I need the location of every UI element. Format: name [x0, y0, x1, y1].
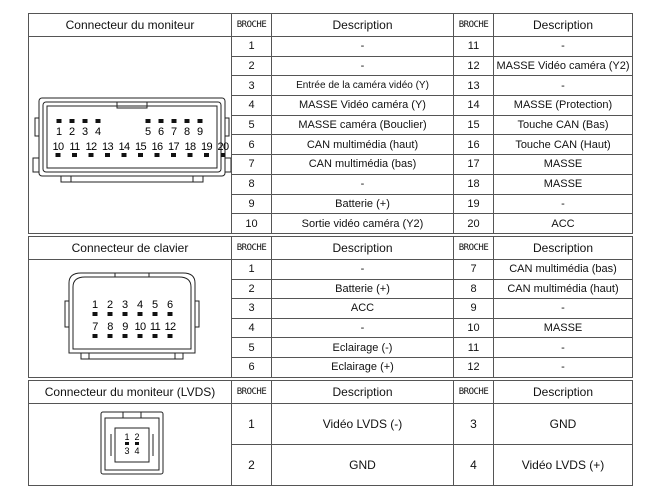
- pin-number: 17: [454, 155, 494, 175]
- pin-label: 8: [107, 320, 113, 333]
- pin-contact-mark: [93, 312, 98, 316]
- pin-description: -: [494, 299, 633, 319]
- pin-label: 11: [149, 320, 161, 333]
- pin-description: ACC: [494, 214, 633, 234]
- pin-label: 5: [144, 125, 152, 138]
- pin-description: Vidéo LVDS (+): [494, 445, 633, 486]
- pin-contact-mark: [135, 443, 139, 445]
- pin-description: Sortie vidéo caméra (Y2): [272, 214, 454, 234]
- pin-number: 3: [454, 404, 494, 445]
- keyboard-connector-diagram: [29, 260, 232, 378]
- pin-label: 6: [157, 125, 165, 138]
- pin-label: 7: [170, 125, 178, 138]
- pin-label: 3: [121, 298, 129, 311]
- pin-description: -: [494, 338, 633, 358]
- header-row: [29, 14, 633, 37]
- monitor-connector-diagram: [29, 37, 232, 234]
- pin-contact-mark: [153, 334, 158, 338]
- pin-contact-mark: [123, 312, 128, 316]
- pin-label: 20: [217, 140, 229, 153]
- pin-label: 10: [52, 140, 64, 153]
- pin-contact-mark: [105, 153, 110, 157]
- pin-description: ACC: [272, 299, 454, 319]
- pin-label: 2: [68, 125, 76, 138]
- lvds-connector-diagram: [29, 404, 232, 486]
- pin-description: CAN multimédia (haut): [494, 279, 633, 299]
- pin-label: 1: [55, 125, 63, 138]
- pin-number: 3: [232, 299, 272, 319]
- pin-contact-mark: [172, 119, 177, 123]
- pin-label: 2: [106, 298, 114, 311]
- pin-number: 12: [454, 357, 494, 377]
- description-header: Description: [272, 237, 454, 260]
- pin-contact-mark: [83, 119, 88, 123]
- pin-number: 5: [232, 115, 272, 135]
- pin-label: 5: [151, 298, 159, 311]
- pin-description: -: [494, 357, 633, 377]
- pin-number: 20: [454, 214, 494, 234]
- pin-description: -: [494, 194, 633, 214]
- description-header: Description: [272, 14, 454, 37]
- pin-contact-mark: [138, 312, 143, 316]
- lvds-connector-table: [28, 380, 633, 486]
- description-header: Description: [272, 381, 454, 404]
- pin-label: 4: [136, 298, 144, 311]
- pin-contact-mark: [146, 119, 151, 123]
- pin-label: 9: [196, 125, 204, 138]
- pin-label: 1: [124, 432, 130, 442]
- pin-number: 5: [232, 338, 272, 358]
- pin-contact-mark: [153, 312, 158, 316]
- pin-description: -: [272, 37, 454, 57]
- pin-number: 10: [454, 318, 494, 338]
- pin-contact-mark: [108, 334, 113, 338]
- pin-contact-mark: [221, 153, 226, 157]
- pin-contact-mark: [185, 119, 190, 123]
- header-row: [29, 237, 633, 260]
- pin-label: 9: [122, 320, 128, 333]
- pin-number: 4: [232, 318, 272, 338]
- pin-description: -: [272, 56, 454, 76]
- pin-number: 2: [232, 445, 272, 486]
- pin-label: 3: [124, 446, 130, 456]
- pin-description: Batterie (+): [272, 194, 454, 214]
- pin-description: CAN multimédia (haut): [272, 135, 454, 155]
- connector-title: Connecteur du moniteur: [29, 14, 232, 37]
- pin-description: Eclairage (-): [272, 338, 454, 358]
- pin-label: 16: [151, 140, 163, 153]
- pin-description: -: [272, 174, 454, 194]
- pin-label: 12: [85, 140, 97, 153]
- pin-label: 8: [183, 125, 191, 138]
- pin-contact-mark: [56, 153, 61, 157]
- pin-number: 10: [232, 214, 272, 234]
- pin-description: Touche CAN (Bas): [494, 115, 633, 135]
- description-header: Description: [494, 237, 633, 260]
- pin-label: 1: [91, 298, 99, 311]
- pin-number: 8: [454, 279, 494, 299]
- pin-contact-mark: [188, 153, 193, 157]
- pin-description: Batterie (+): [272, 279, 454, 299]
- pin-label: 12: [164, 320, 176, 333]
- pin-number: 9: [454, 299, 494, 319]
- pin-label: 11: [69, 140, 80, 153]
- pin-number: 1: [232, 404, 272, 445]
- pin-contact-mark: [96, 119, 101, 123]
- pin-description: Vidéo LVDS (-): [272, 404, 454, 445]
- pin-description: -: [494, 76, 633, 96]
- pin-description: Touche CAN (Haut): [494, 135, 633, 155]
- pin-number: 16: [454, 135, 494, 155]
- pin-number: 3: [232, 76, 272, 96]
- pin-label: 2: [134, 432, 140, 442]
- lvds-connector-svg: [31, 404, 232, 482]
- pin-label: 6: [166, 298, 174, 311]
- pin-description: MASSE: [494, 318, 633, 338]
- pin-number: 4: [232, 96, 272, 116]
- pin-label: 18: [184, 140, 196, 153]
- header-row: [29, 381, 633, 404]
- pin-contact-mark: [171, 153, 176, 157]
- pin-contact-mark: [155, 153, 160, 157]
- broche-header: BROCHE: [232, 237, 272, 260]
- pin-description: Eclairage (+): [272, 357, 454, 377]
- pin-label: 4: [134, 446, 140, 456]
- pin-label: 10: [134, 320, 146, 333]
- pin-description: MASSE Vidéo caméra (Y): [272, 96, 454, 116]
- pin-number: 11: [454, 37, 494, 57]
- pin-number: 4: [454, 445, 494, 486]
- pin-contact-mark: [123, 334, 128, 338]
- table-row: [29, 37, 633, 57]
- pin-contact-mark: [108, 312, 113, 316]
- pin-contact-mark: [89, 153, 94, 157]
- pin-number: 9: [232, 194, 272, 214]
- pin-description: MASSE (Protection): [494, 96, 633, 116]
- pin-contact-mark: [72, 153, 77, 157]
- monitor-connector-svg: [31, 40, 232, 227]
- pin-number: 1: [232, 260, 272, 280]
- description-header: Description: [494, 14, 633, 37]
- pin-label: 3: [81, 125, 89, 138]
- pin-label: 15: [134, 140, 147, 153]
- pin-contact-mark: [93, 334, 98, 338]
- pin-description: MASSE caméra (Bouclier): [272, 115, 454, 135]
- pin-number: 19: [454, 194, 494, 214]
- pin-label: 19: [200, 140, 213, 153]
- pin-description: CAN multimédia (bas): [272, 155, 454, 175]
- pin-description: GND: [272, 445, 454, 486]
- pin-contact-mark: [57, 119, 62, 123]
- table-row: [29, 260, 633, 280]
- pin-contact-mark: [198, 119, 203, 123]
- pin-description: -: [272, 260, 454, 280]
- pin-number: 11: [454, 338, 494, 358]
- pin-description: -: [494, 37, 633, 57]
- pin-contact-mark: [125, 443, 129, 445]
- pin-number: 1: [232, 37, 272, 57]
- pin-number: 18: [454, 174, 494, 194]
- pin-label: 7: [92, 320, 98, 333]
- pin-number: 12: [454, 56, 494, 76]
- pin-contact-mark: [70, 119, 75, 123]
- connector-title: Connecteur de clavier: [29, 237, 232, 260]
- pin-description: MASSE Vidéo caméra (Y2): [494, 56, 633, 76]
- table-row: [29, 404, 633, 445]
- pin-contact-mark: [204, 153, 209, 157]
- pin-number: 6: [232, 357, 272, 377]
- broche-header: BROCHE: [454, 14, 494, 37]
- connector-title: Connecteur du moniteur (LVDS): [29, 381, 232, 404]
- pin-contact-mark: [168, 334, 173, 338]
- broche-header: BROCHE: [454, 381, 494, 404]
- broche-header: BROCHE: [232, 381, 272, 404]
- pin-contact-mark: [168, 312, 173, 316]
- pin-label: 14: [118, 140, 130, 153]
- pin-number: 7: [454, 260, 494, 280]
- pin-number: 15: [454, 115, 494, 135]
- pin-description: Entrée de la caméra vidéo (Y): [272, 76, 454, 96]
- pin-description: CAN multimédia (bas): [494, 260, 633, 280]
- keyboard-connector-svg: [31, 261, 232, 373]
- pin-number: 8: [232, 174, 272, 194]
- pin-number: 2: [232, 56, 272, 76]
- broche-header: BROCHE: [232, 14, 272, 37]
- broche-header: BROCHE: [454, 237, 494, 260]
- pin-description: GND: [494, 404, 633, 445]
- pin-label: 4: [94, 125, 102, 138]
- pin-description: MASSE: [494, 155, 633, 175]
- pin-label: 17: [167, 140, 180, 153]
- pin-number: 14: [454, 96, 494, 116]
- description-header: Description: [494, 381, 633, 404]
- pin-contact-mark: [159, 119, 164, 123]
- pin-contact-mark: [122, 153, 127, 157]
- pin-description: MASSE: [494, 174, 633, 194]
- pin-number: 2: [232, 279, 272, 299]
- pin-label: 13: [101, 140, 114, 153]
- pin-contact-mark: [138, 153, 143, 157]
- pin-contact-mark: [138, 334, 143, 338]
- pin-number: 13: [454, 76, 494, 96]
- pin-description: -: [272, 318, 454, 338]
- pin-number: 6: [232, 135, 272, 155]
- pin-number: 7: [232, 155, 272, 175]
- monitor-connector-table: [28, 13, 633, 234]
- keyboard-connector-table: [28, 236, 633, 378]
